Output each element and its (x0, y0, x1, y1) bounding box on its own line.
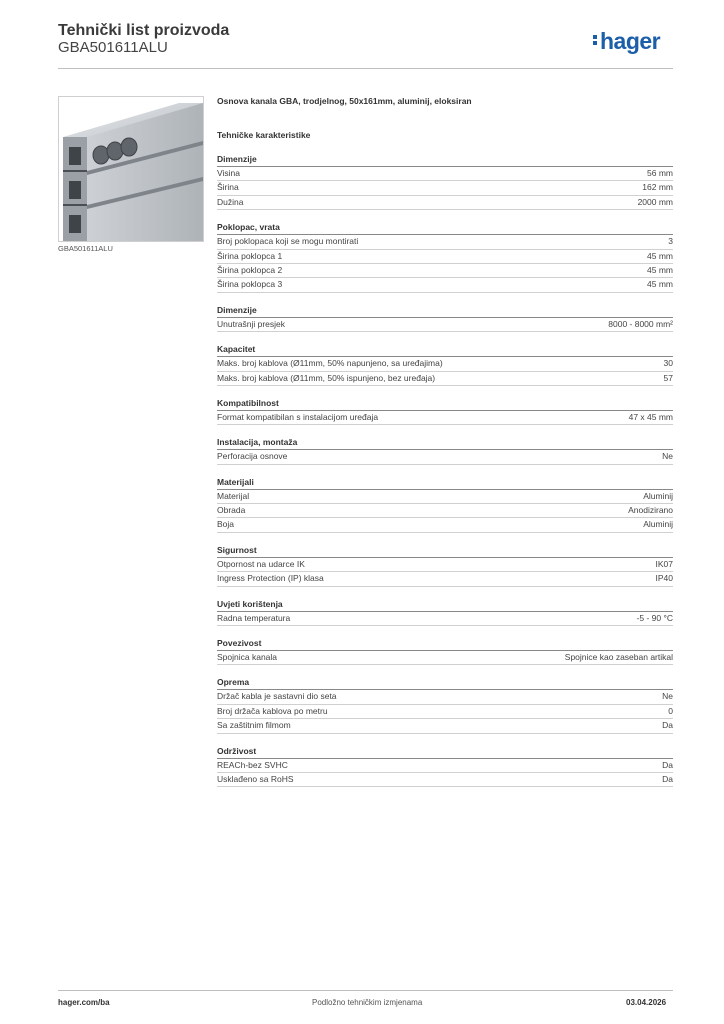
spec-label: REACh-bez SVHC (217, 759, 288, 770)
footer-note: Podložno tehničkim izmjenama (312, 998, 423, 1007)
spec-section (217, 638, 673, 665)
spec-row (217, 181, 673, 195)
section-title: Instalacija, montaža (217, 437, 673, 450)
spec-row (217, 572, 673, 586)
spec-label: Maks. broj kablova (Ø11mm, 50% ispunjeno, bez uređaja) (217, 372, 436, 383)
spec-value: Spojnice kao zaseban artikal (564, 652, 673, 663)
spec-row (217, 705, 673, 719)
spec-row (217, 450, 673, 464)
spec-label: Unutrašnji presjek (217, 318, 286, 329)
spec-label: Materijal (217, 490, 250, 501)
spec-value: 45 mm (647, 279, 673, 290)
image-caption: GBA501611ALU (58, 244, 113, 253)
spec-label: Format kompatibilan s instalacijom uređaja (217, 411, 379, 422)
spec-row (217, 612, 673, 626)
spec-label: Otpornost na udarce IK (217, 558, 305, 569)
characteristics-title: Tehničke karakteristike (217, 130, 311, 140)
spec-value: 47 x 45 mm (628, 411, 673, 422)
spec-value: 2000 mm (637, 196, 673, 207)
spec-label: Držač kabla je sastavni dio seta (217, 691, 337, 702)
spec-section (217, 437, 673, 464)
spec-label: Širina (217, 182, 239, 193)
spec-label: Maks. broj kablova (Ø11mm, 50% napunjeno, sa uređajima) (217, 358, 443, 369)
section-title: Kompatibilnost (217, 398, 673, 411)
spec-row (217, 558, 673, 572)
spec-row (217, 651, 673, 665)
spec-row (217, 518, 673, 532)
spec-sheet (217, 96, 673, 787)
spec-value: 56 mm (647, 168, 673, 178)
spec-row (217, 773, 673, 787)
section-title: Dimenzije (217, 305, 673, 318)
footer-divider (58, 990, 673, 991)
spec-label: Usklađeno sa RoHS (217, 773, 294, 784)
spec-section (217, 398, 673, 425)
spec-value: Da (662, 759, 673, 770)
spec-section (217, 677, 673, 733)
spec-value: Ne (662, 691, 673, 702)
spec-value: Ne (662, 451, 673, 462)
spec-section (217, 222, 673, 293)
spec-row (217, 411, 673, 425)
spec-section (217, 305, 673, 332)
product-code: GBA501611ALU (58, 39, 168, 56)
product-title: Osnova kanala GBA, trodjelnog, 50x161mm, aluminij, eloksiran (217, 96, 472, 106)
section-title: Uvjeti korištenja (217, 599, 673, 612)
spec-label: Perforacija osnove (217, 451, 288, 462)
section-title: Kapacitet (217, 344, 673, 357)
spec-value: Da (662, 773, 673, 784)
spec-row (217, 504, 673, 518)
spec-row (217, 690, 673, 704)
spec-value: 45 mm (647, 250, 673, 261)
spec-row (217, 235, 673, 249)
section-title: Održivost (217, 746, 673, 759)
footer-date: 03.04.2026 (626, 998, 667, 1007)
spec-value: 3 (668, 236, 673, 247)
spec-value: Anodizirano (628, 505, 673, 516)
spec-row (217, 719, 673, 733)
spec-row (217, 264, 673, 278)
spec-section (217, 344, 673, 386)
spec-value: IK07 (655, 558, 673, 569)
spec-label: Sa zaštitnim filmom (217, 720, 291, 731)
footer-website-link[interactable]: hager.com/ba (58, 998, 110, 1007)
spec-label: Širina poklopca 3 (217, 279, 283, 290)
spec-label: Boja (217, 519, 235, 530)
spec-row (217, 490, 673, 504)
spec-value: Aluminij (643, 519, 673, 530)
spec-value: 162 mm (642, 182, 673, 193)
product-image (58, 96, 204, 242)
section-title: Oprema (217, 677, 673, 690)
spec-value: 57 (663, 372, 673, 383)
hager-logo (593, 28, 660, 55)
spec-label: Dužina (217, 196, 244, 207)
spec-section (217, 477, 673, 533)
spec-row (217, 357, 673, 371)
spec-label: Širina poklopca 2 (217, 264, 283, 275)
spec-label: Ingress Protection (IP) klasa (217, 573, 324, 584)
spec-value: 30 (663, 358, 673, 369)
section-title: Sigurnost (217, 545, 673, 558)
spec-section (217, 154, 673, 210)
section-title: Povezivost (217, 638, 673, 651)
spec-row (217, 372, 673, 386)
spec-value: Da (662, 720, 673, 731)
spec-section (217, 746, 673, 788)
spec-section (217, 545, 673, 587)
spec-label: Obrada (217, 505, 246, 516)
section-title: Poklopac, vrata (217, 222, 673, 235)
spec-row (217, 278, 673, 292)
spec-label: Širina poklopca 1 (217, 250, 283, 261)
spec-row (217, 196, 673, 210)
spec-value: Aluminij (643, 490, 673, 501)
spec-row (217, 167, 673, 181)
spec-value: -5 - 90 °C (636, 612, 673, 623)
spec-value: 0 (668, 705, 673, 716)
spec-row (217, 250, 673, 264)
section-title: Dimenzije (217, 154, 673, 167)
header-divider (58, 68, 673, 69)
spec-value: 8000 - 8000 mm² (608, 318, 673, 329)
cable-duct-illustration (59, 97, 203, 241)
spec-label: Radna temperatura (217, 612, 291, 623)
logo-dots-icon (593, 33, 597, 47)
spec-row (217, 318, 673, 332)
spec-label: Broj držača kablova po metru (217, 705, 328, 716)
spec-section (217, 599, 673, 626)
logo-text: hager (600, 28, 661, 54)
spec-value: 45 mm (647, 264, 673, 275)
document-title: Tehnički list proizvoda (58, 22, 230, 39)
spec-label: Broj poklopaca koji se mogu montirati (217, 236, 359, 247)
spec-label: Spojnica kanala (217, 652, 278, 663)
spec-value: IP40 (655, 573, 673, 584)
spec-label: Visina (217, 168, 240, 178)
spec-row (217, 759, 673, 773)
section-title: Materijali (217, 477, 673, 490)
